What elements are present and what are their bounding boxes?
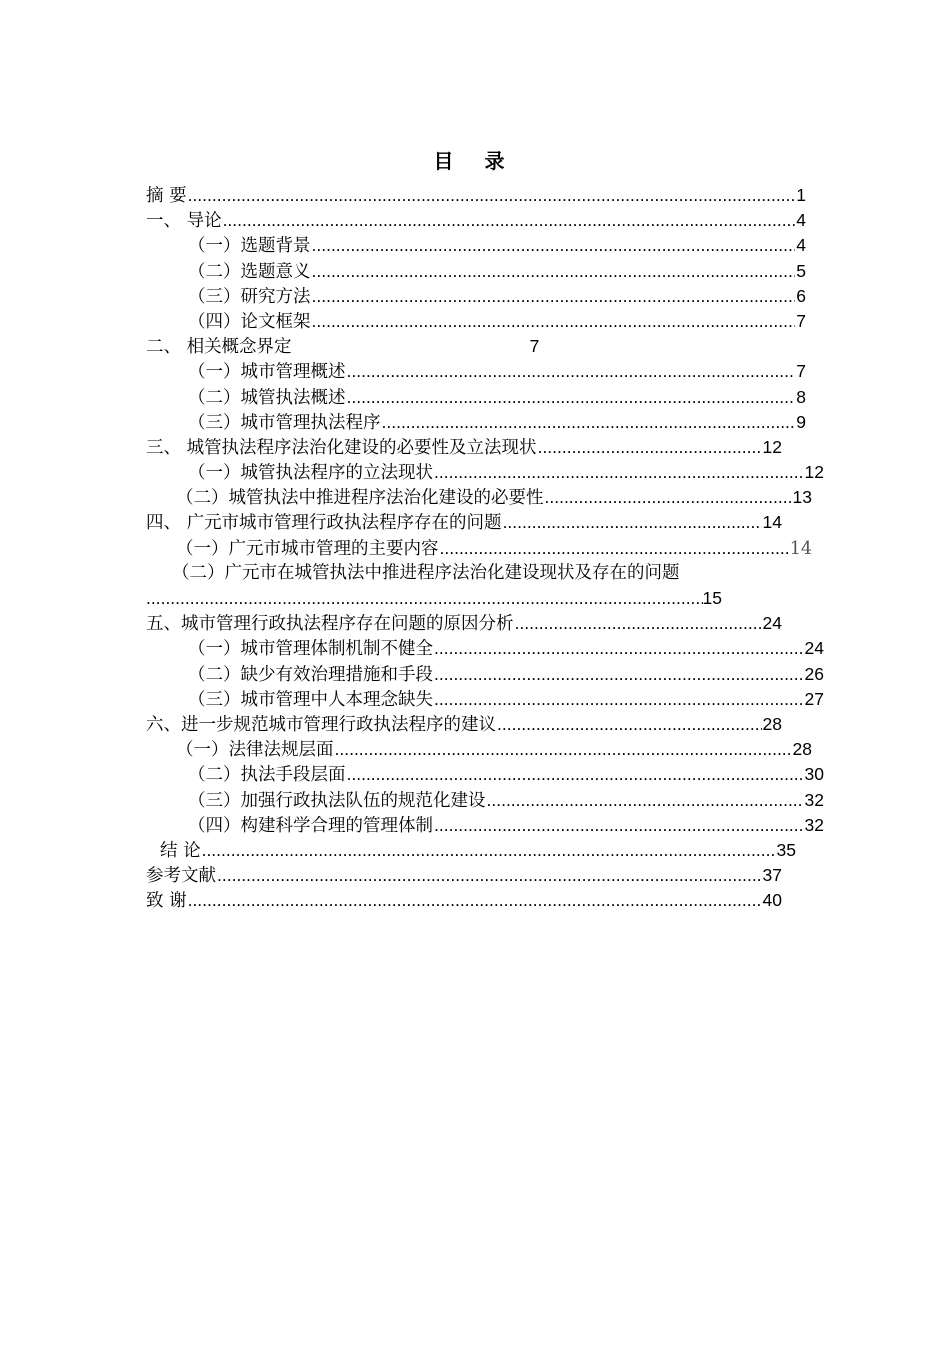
toc-entry[interactable]	[146, 183, 806, 208]
leader-dots	[545, 485, 792, 510]
toc-entry-page: 5	[796, 260, 806, 281]
toc-entry-page: 24	[762, 613, 782, 634]
toc-title: 目 录	[433, 149, 517, 173]
toc-entry-page: 14	[762, 512, 782, 533]
toc-entry-label: 四、 广元市城市管理行政执法程序存在的问题	[146, 513, 502, 534]
toc-entry-label: （二）城管执法中推进程序法治化建设的必要性	[176, 488, 544, 509]
toc-entry-label: （二）缺少有效治理措施和手段	[188, 664, 433, 685]
toc-entry-page: 12	[762, 436, 782, 457]
toc-entry[interactable]	[146, 284, 806, 309]
leader-dots	[312, 233, 796, 258]
toc-entry-label: 六、进一步规范城市管理行政执法程序的建议	[146, 714, 496, 735]
toc-entry[interactable]	[146, 233, 806, 258]
leader-dots	[434, 813, 804, 838]
toc-entry-label: 摘 要	[146, 186, 187, 206]
leader-dots	[497, 712, 762, 737]
leader-dots	[312, 284, 796, 309]
toc-entry-page: 32	[804, 789, 824, 810]
toc-entry[interactable]	[146, 561, 806, 586]
leader-dots	[515, 611, 762, 636]
toc-entry-page: 7	[796, 310, 806, 331]
toc-entry[interactable]	[146, 888, 782, 913]
leader-dots	[223, 208, 796, 233]
toc-entry[interactable]	[146, 208, 806, 233]
toc-entry-label: （二）城管执法概述	[188, 387, 346, 408]
toc-entry-label: 结 论	[160, 840, 201, 861]
leader-dots	[487, 788, 804, 813]
toc-entry-label: 一、 导论	[146, 211, 222, 232]
toc-entry-label: （一）法律法规层面	[176, 740, 334, 761]
leader-dots	[503, 510, 762, 535]
toc-entry[interactable]	[146, 510, 782, 535]
toc-entry-page: 26	[804, 663, 824, 684]
toc-entry-page: 28	[762, 713, 782, 734]
toc-entry-page: 15	[702, 588, 722, 608]
toc-entry-label: （四）构建科学合理的管理体制	[188, 815, 433, 836]
toc-entry-page: 40	[762, 890, 782, 911]
toc-entry[interactable]	[146, 662, 824, 687]
toc-entry[interactable]	[146, 838, 796, 863]
toc-entry[interactable]	[146, 259, 806, 284]
toc-entry-label: （二）选题意义	[188, 261, 311, 282]
toc-entry[interactable]	[146, 435, 782, 460]
toc-entry-label: （一）选题背景	[188, 236, 311, 257]
toc-entry-label: （二）执法手段层面	[188, 765, 346, 786]
leader-dots	[434, 460, 804, 485]
toc-entry[interactable]	[146, 359, 806, 384]
toc-entry-continuation[interactable]	[146, 586, 722, 611]
leader-dots	[188, 183, 796, 208]
toc-entry-page: 28	[792, 739, 812, 760]
toc-entry-page: 32	[804, 814, 824, 835]
toc-entry[interactable]	[146, 636, 824, 661]
leader-dots	[538, 435, 762, 460]
leader-dots	[202, 838, 776, 863]
table-of-contents	[146, 183, 824, 913]
leader-dots	[347, 385, 796, 410]
toc-entry-page: 6	[796, 285, 806, 306]
toc-entry-label: 三、 城管执法程序法治化建设的必要性及立法现状	[146, 437, 537, 458]
toc-entry-page: 4	[796, 210, 806, 231]
toc-entry-page: 4	[796, 235, 806, 256]
toc-entry[interactable]	[146, 536, 812, 561]
toc-entry[interactable]	[146, 410, 806, 435]
toc-entry[interactable]	[146, 309, 806, 334]
toc-entry-label: （三）加强行政执法队伍的规范化建设	[188, 790, 486, 811]
leader-dots	[312, 259, 796, 284]
leader-dots	[335, 737, 792, 762]
toc-entry-page: 37	[762, 865, 782, 886]
toc-entry-label: （三）研究方法	[188, 286, 311, 307]
toc-entry[interactable]	[146, 788, 824, 813]
toc-entry-page: 7	[529, 336, 540, 357]
toc-entry-page: 8	[796, 386, 806, 407]
leader-dots	[312, 309, 796, 334]
leader-dots	[217, 863, 762, 888]
toc-entry-page: 24	[804, 638, 824, 659]
toc-entry-label: （一）城市管理概述	[188, 362, 346, 383]
toc-entry-label: （三）城市管理中人本理念缺失	[188, 689, 433, 710]
leader-dots	[434, 636, 804, 661]
leader-dots	[434, 662, 804, 687]
toc-entry[interactable]	[146, 334, 806, 359]
toc-entry-page: 27	[804, 688, 824, 709]
toc-entry[interactable]	[146, 485, 812, 510]
leader-dots	[347, 359, 796, 384]
toc-entry-label: （二）广元市在城管执法中推进程序法治化建设现状及存在的问题	[172, 562, 680, 583]
toc-entry-page: 9	[796, 411, 806, 432]
toc-entry[interactable]	[146, 712, 782, 737]
toc-entry-page: 7	[796, 361, 806, 382]
leader-dots	[434, 687, 804, 712]
toc-entry-page: 1	[796, 185, 806, 205]
toc-entry[interactable]	[146, 863, 782, 888]
toc-entry[interactable]	[146, 737, 812, 762]
toc-entry[interactable]	[146, 460, 824, 485]
leader-dots	[188, 888, 762, 913]
toc-entry-label: （一）城管执法程序的立法现状	[188, 463, 433, 484]
toc-entry-label: （三）城市管理执法程序	[188, 412, 381, 433]
toc-entry-page: 12	[804, 462, 824, 483]
toc-entry-label: （四）论文框架	[188, 311, 311, 332]
toc-entry-label: 致 谢	[146, 891, 187, 912]
toc-entry[interactable]	[146, 385, 806, 410]
toc-entry-page: 14	[789, 538, 812, 559]
toc-entry-page: 35	[776, 839, 796, 860]
toc-entry-page: 13	[792, 487, 812, 508]
toc-entry[interactable]	[146, 762, 824, 787]
leader-dots	[347, 762, 804, 787]
toc-entry-label: 五、城市管理行政执法程序存在问题的原因分析	[146, 614, 514, 635]
toc-entry-label: 参考文献	[146, 866, 216, 887]
toc-entry-label: 二、 相关概念界定	[146, 337, 292, 358]
toc-entry-label: （一）广元市城市管理的主要内容	[176, 538, 439, 559]
leader-dots	[382, 410, 796, 435]
toc-entry-label: （一）城市管理体制机制不健全	[188, 639, 433, 660]
toc-entry[interactable]	[146, 611, 782, 636]
leader-dots	[146, 586, 703, 611]
leader-dots	[440, 536, 789, 561]
toc-entry-page: 30	[804, 764, 824, 785]
toc-entry[interactable]	[146, 813, 824, 838]
toc-entry[interactable]	[146, 687, 824, 712]
